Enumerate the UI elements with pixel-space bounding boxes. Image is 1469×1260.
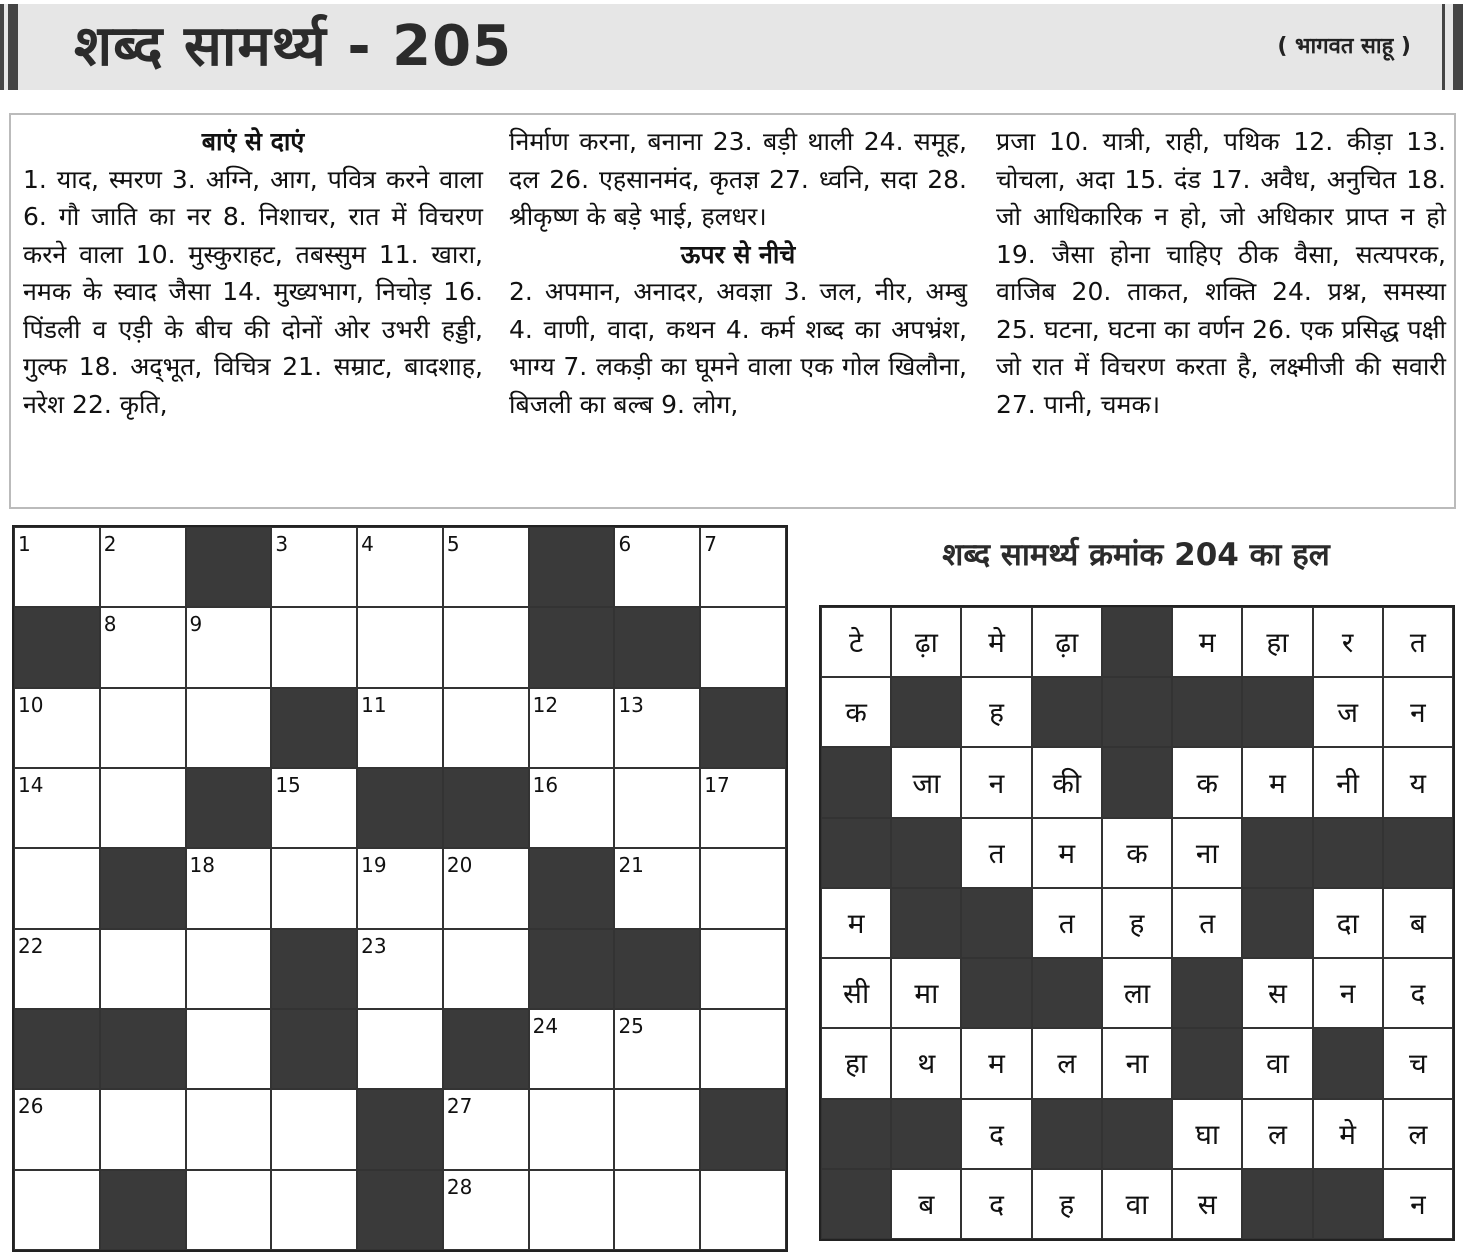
solution-cell: द bbox=[961, 1099, 1031, 1169]
clue-number: 4 bbox=[361, 532, 374, 556]
solution-cell: ढ़ा bbox=[891, 607, 961, 677]
grid-cell[interactable] bbox=[614, 527, 700, 607]
grid-cell-blocked bbox=[529, 929, 615, 1009]
grid-cell[interactable] bbox=[271, 1089, 357, 1169]
solution-cell-blocked bbox=[821, 1169, 891, 1239]
grid-cell[interactable] bbox=[443, 929, 529, 1009]
clue-number: 16 bbox=[532, 773, 559, 797]
clue-number: 25 bbox=[618, 1014, 644, 1038]
grid-cell[interactable] bbox=[14, 688, 100, 768]
clue-number: 9 bbox=[189, 612, 203, 637]
solution-grid bbox=[819, 605, 1455, 1241]
grid-cell-blocked bbox=[443, 1009, 529, 1089]
down-clues-continued: प्रजा 10. यात्री, राही, पथिक 12. कीड़ा 13. चोचला, अदा 15. दंड 17. अवैध, अनुचित 18. जो आधिकारिक न हो, जो अधिकार प्राप्त न हो 19. जैसा होना चाहिए ठीक वैसा, सत्यपरक, वाजिब 20. ताकत, शक्ति 24. प्रश्न, समस्या 25. घटना, घटना का वर्णन 26. एक प्रसिद्ध पक्षी जो रात में विचरण करता है, लक्ष्मीजी की सवारी 27. पानी, चमक। bbox=[996, 127, 1446, 419]
clue-number: 8 bbox=[103, 612, 117, 637]
solution-cell: स bbox=[1172, 1169, 1242, 1239]
grid-cell[interactable] bbox=[357, 527, 443, 607]
solution-cell: दा bbox=[1313, 888, 1383, 958]
grid-cell[interactable] bbox=[186, 688, 272, 768]
author-byline: ( भागवत साहू ) bbox=[1277, 34, 1411, 59]
grid-cell-blocked bbox=[271, 1009, 357, 1089]
solution-cell: न bbox=[1313, 958, 1383, 1028]
grid-cell[interactable] bbox=[271, 1170, 357, 1250]
solution-cell-blocked bbox=[1313, 1028, 1383, 1098]
solution-cell: द bbox=[1383, 958, 1453, 1028]
grid-cell-blocked bbox=[614, 929, 700, 1009]
grid-cell[interactable] bbox=[700, 527, 786, 607]
solution-cell-blocked bbox=[1242, 677, 1312, 747]
grid-cell[interactable] bbox=[100, 768, 186, 848]
clues-column-3 bbox=[996, 123, 1446, 423]
grid-cell[interactable] bbox=[357, 1009, 443, 1089]
header-accent-left-thick bbox=[8, 4, 18, 90]
grid-cell[interactable] bbox=[529, 768, 615, 848]
solution-cell: हा bbox=[821, 1028, 891, 1098]
solution-cell: हा bbox=[1242, 607, 1312, 677]
solution-cell: त bbox=[961, 818, 1031, 888]
grid-cell-blocked bbox=[186, 527, 272, 607]
clue-number: 23 bbox=[361, 933, 387, 958]
clue-number: 22 bbox=[18, 933, 44, 958]
grid-cell[interactable] bbox=[186, 929, 272, 1009]
solution-cell: ना bbox=[1172, 818, 1242, 888]
grid-cell[interactable] bbox=[529, 1089, 615, 1169]
grid-cell[interactable] bbox=[443, 688, 529, 768]
header-accent-left bbox=[0, 4, 4, 90]
solution-cell-blocked bbox=[1032, 958, 1102, 1028]
solution-cell-blocked bbox=[1383, 818, 1453, 888]
solution-cell: ब bbox=[891, 1169, 961, 1239]
solution-cell: की bbox=[1032, 747, 1102, 817]
solution-cell: वा bbox=[1242, 1028, 1312, 1098]
clue-number: 13 bbox=[618, 692, 644, 717]
grid-cell-blocked bbox=[357, 1170, 443, 1250]
solution-cell: मा bbox=[891, 958, 961, 1028]
solution-cell: ढ़ा bbox=[1032, 607, 1102, 677]
grid-cell[interactable] bbox=[14, 848, 100, 928]
clues-panel bbox=[9, 113, 1456, 509]
solution-cell: ला bbox=[1102, 958, 1172, 1028]
grid-cell[interactable] bbox=[186, 1009, 272, 1089]
solution-cell-blocked bbox=[1242, 818, 1312, 888]
grid-cell[interactable] bbox=[100, 527, 186, 607]
clue-number: 15 bbox=[275, 773, 301, 797]
solution-cell: ना bbox=[1102, 1028, 1172, 1098]
solution-cell-blocked bbox=[1313, 1169, 1383, 1239]
grid-cell-blocked bbox=[271, 929, 357, 1009]
grid-cell-blocked bbox=[186, 768, 272, 848]
grid-cell[interactable] bbox=[100, 1089, 186, 1169]
clue-number: 19 bbox=[361, 853, 387, 878]
solution-cell: ह bbox=[1102, 888, 1172, 958]
grid-cell[interactable] bbox=[100, 929, 186, 1009]
solution-cell: घा bbox=[1172, 1099, 1242, 1169]
clue-number: 3 bbox=[275, 532, 289, 556]
grid-cell[interactable] bbox=[700, 607, 786, 687]
grid-cell[interactable] bbox=[700, 1009, 786, 1089]
clue-number: 14 bbox=[18, 773, 44, 797]
header-accent-right-thick bbox=[1453, 4, 1463, 90]
solution-cell: नी bbox=[1313, 747, 1383, 817]
solution-cell: त bbox=[1032, 888, 1102, 958]
solution-cell-blocked bbox=[1032, 1099, 1102, 1169]
solution-cell-blocked bbox=[1102, 677, 1172, 747]
clue-number: 2 bbox=[103, 532, 117, 556]
solution-cell-blocked bbox=[891, 818, 961, 888]
grid-cell[interactable] bbox=[614, 688, 700, 768]
grid-cell-blocked bbox=[614, 607, 700, 687]
solution-cell: न bbox=[1383, 677, 1453, 747]
grid-cell[interactable] bbox=[271, 768, 357, 848]
grid-cell-blocked bbox=[529, 848, 615, 928]
solution-cell: ल bbox=[1242, 1099, 1312, 1169]
clue-number: 28 bbox=[446, 1174, 473, 1199]
down-heading: ऊपर से नीचे bbox=[680, 239, 796, 269]
grid-cell[interactable] bbox=[443, 1170, 529, 1250]
grid-cell[interactable] bbox=[700, 768, 786, 848]
solution-cell-blocked bbox=[1102, 1099, 1172, 1169]
crossword-grid bbox=[12, 525, 788, 1252]
clue-number: 12 bbox=[532, 692, 559, 717]
solution-cell: म bbox=[1032, 818, 1102, 888]
grid-cell[interactable] bbox=[529, 1170, 615, 1250]
solution-cell: मे bbox=[1313, 1099, 1383, 1169]
across-heading: बाएं से दाएं bbox=[201, 127, 305, 156]
solution-cell: जा bbox=[891, 747, 961, 817]
grid-cell-blocked bbox=[271, 688, 357, 768]
grid-cell-blocked bbox=[700, 688, 786, 768]
solution-cell-blocked bbox=[1032, 677, 1102, 747]
solution-cell-blocked bbox=[961, 888, 1031, 958]
grid-cell-blocked bbox=[100, 1009, 186, 1089]
clue-number: 24 bbox=[532, 1014, 559, 1038]
grid-cell[interactable] bbox=[443, 848, 529, 928]
clue-number: 26 bbox=[18, 1094, 44, 1119]
grid-cell[interactable] bbox=[443, 607, 529, 687]
solution-cell: क bbox=[1172, 747, 1242, 817]
grid-cell[interactable] bbox=[700, 1170, 786, 1250]
grid-cell[interactable] bbox=[100, 607, 186, 687]
grid-cell[interactable] bbox=[14, 1170, 100, 1250]
grid-cell[interactable] bbox=[443, 527, 529, 607]
grid-cell[interactable] bbox=[529, 1009, 615, 1089]
solution-cell-blocked bbox=[891, 677, 961, 747]
solution-cell: सी bbox=[821, 958, 891, 1028]
clue-number: 27 bbox=[446, 1094, 473, 1119]
grid-cell[interactable] bbox=[614, 1170, 700, 1250]
clue-number: 17 bbox=[704, 773, 730, 797]
grid-cell[interactable] bbox=[14, 929, 100, 1009]
grid-cell[interactable] bbox=[614, 1089, 700, 1169]
solution-cell-blocked bbox=[821, 747, 891, 817]
grid-cell-blocked bbox=[357, 768, 443, 848]
grid-cell[interactable] bbox=[357, 688, 443, 768]
grid-cell[interactable] bbox=[271, 848, 357, 928]
grid-cell[interactable] bbox=[14, 527, 100, 607]
solution-cell: स bbox=[1242, 958, 1312, 1028]
grid-cell[interactable] bbox=[186, 1170, 272, 1250]
solution-cell-blocked bbox=[1172, 1028, 1242, 1098]
grid-cell[interactable] bbox=[529, 688, 615, 768]
grid-cell[interactable] bbox=[186, 1089, 272, 1169]
solution-cell: क bbox=[1102, 818, 1172, 888]
solution-cell: द bbox=[961, 1169, 1031, 1239]
grid-cell[interactable] bbox=[271, 527, 357, 607]
grid-cell[interactable] bbox=[614, 768, 700, 848]
solution-cell: टे bbox=[821, 607, 891, 677]
clue-number: 5 bbox=[446, 532, 460, 556]
clues-column-2 bbox=[509, 123, 967, 423]
grid-cell[interactable] bbox=[14, 768, 100, 848]
solution-cell: म bbox=[821, 888, 891, 958]
solution-cell-blocked bbox=[821, 818, 891, 888]
solution-cell: ब bbox=[1383, 888, 1453, 958]
solution-cell: क bbox=[821, 677, 891, 747]
grid-cell[interactable] bbox=[700, 848, 786, 928]
solution-cell-blocked bbox=[1313, 818, 1383, 888]
solution-cell: य bbox=[1383, 747, 1453, 817]
solution-cell-blocked bbox=[1242, 888, 1312, 958]
grid-cell[interactable] bbox=[100, 688, 186, 768]
solution-cell: ह bbox=[961, 677, 1031, 747]
solution-cell-blocked bbox=[1102, 747, 1172, 817]
solution-cell-blocked bbox=[891, 1099, 961, 1169]
grid-cell[interactable] bbox=[186, 607, 272, 687]
clue-number: 11 bbox=[361, 692, 387, 717]
solution-cell-blocked bbox=[1172, 958, 1242, 1028]
solution-cell-blocked bbox=[891, 888, 961, 958]
solution-cell: ज bbox=[1313, 677, 1383, 747]
grid-cell[interactable] bbox=[357, 607, 443, 687]
solution-cell-blocked bbox=[1102, 607, 1172, 677]
header-accent-right bbox=[1442, 4, 1445, 90]
grid-cell-blocked bbox=[14, 607, 100, 687]
solution-cell: थ bbox=[891, 1028, 961, 1098]
solution-cell: त bbox=[1172, 888, 1242, 958]
solution-cell: न bbox=[1383, 1169, 1453, 1239]
solution-cell: च bbox=[1383, 1028, 1453, 1098]
grid-cell[interactable] bbox=[186, 848, 272, 928]
solution-cell: मे bbox=[961, 607, 1031, 677]
clues-column-1 bbox=[23, 123, 483, 423]
clue-number: 1 bbox=[18, 532, 31, 556]
solution-cell: म bbox=[961, 1028, 1031, 1098]
across-clues-continued: निर्माण करना, बनाना 23. बड़ी थाली 24. समूह, दल 26. एहसानमंद, कृतज्ञ 27. ध्वनि, सदा 28. श्रीकृष्ण के बड़े भाई, हलधर। bbox=[509, 127, 967, 231]
page-title: शब्द सामर्थ्य - 205 bbox=[74, 14, 513, 79]
grid-cell-blocked bbox=[529, 527, 615, 607]
clue-number: 10 bbox=[18, 692, 44, 717]
solution-cell: ल bbox=[1032, 1028, 1102, 1098]
solution-cell: म bbox=[1172, 607, 1242, 677]
solution-cell: न bbox=[961, 747, 1031, 817]
solution-cell-blocked bbox=[1242, 1169, 1312, 1239]
solution-cell: म bbox=[1242, 747, 1312, 817]
grid-cell-blocked bbox=[100, 848, 186, 928]
solution-cell-blocked bbox=[821, 1099, 891, 1169]
solution-cell: ल bbox=[1383, 1099, 1453, 1169]
solution-cell-blocked bbox=[961, 958, 1031, 1028]
grid-cell[interactable] bbox=[614, 848, 700, 928]
clue-number: 7 bbox=[704, 532, 717, 556]
grid-cell[interactable] bbox=[614, 1009, 700, 1089]
clue-number: 20 bbox=[446, 853, 473, 878]
grid-cell-blocked bbox=[529, 607, 615, 687]
clue-number: 6 bbox=[618, 532, 632, 556]
solution-cell: र bbox=[1313, 607, 1383, 677]
grid-cell[interactable] bbox=[443, 1089, 529, 1169]
across-clues-text: 1. याद, स्मरण 3. अग्नि, आग, पवित्र करने वाला 6. गौ जाति का नर 8. निशाचर, रात में विचरण करने वाला 10. मुस्कुराहट, तबस्सुम 11. खारा, नमक के स्वाद जैसा 14. मुख्यभाग, निचोड़ 16. पिंडली व एड़ी के बीच की दोनों ओर उभरी हड्डी, गुल्फ 18. अद्‌भूत, विचित्र 21. सम्राट, बादशाह, नरेश 22. कृति, bbox=[23, 164, 483, 419]
grid-cell[interactable] bbox=[14, 1089, 100, 1169]
down-clues-text: 2. अपमान, अनादर, अवज्ञा 3. जल, नीर, अम्बु 4. वाणी, वादा, कथन 4. कर्म शब्द का अपभ्रंश, भाग्य 7. लकड़ी का घूमने वाला एक गोल खिलौना, बिजली का बल्ब 9. लोग, bbox=[509, 277, 967, 419]
grid-cell-blocked bbox=[357, 1089, 443, 1169]
clue-number: 21 bbox=[618, 853, 644, 878]
solution-title: शब्द सामर्थ्य क्रमांक 204 का हल bbox=[942, 537, 1330, 573]
grid-cell-blocked bbox=[700, 1089, 786, 1169]
grid-cell[interactable] bbox=[700, 929, 786, 1009]
solution-cell: त bbox=[1383, 607, 1453, 677]
solution-cell-blocked bbox=[1172, 677, 1242, 747]
grid-cell-blocked bbox=[100, 1170, 186, 1250]
solution-cell: वा bbox=[1102, 1169, 1172, 1239]
grid-cell[interactable] bbox=[357, 848, 443, 928]
grid-cell-blocked bbox=[443, 768, 529, 848]
clue-number: 18 bbox=[189, 853, 215, 878]
grid-cell[interactable] bbox=[357, 929, 443, 1009]
grid-cell-blocked bbox=[14, 1009, 100, 1089]
solution-cell: ह bbox=[1032, 1169, 1102, 1239]
grid-cell[interactable] bbox=[271, 607, 357, 687]
